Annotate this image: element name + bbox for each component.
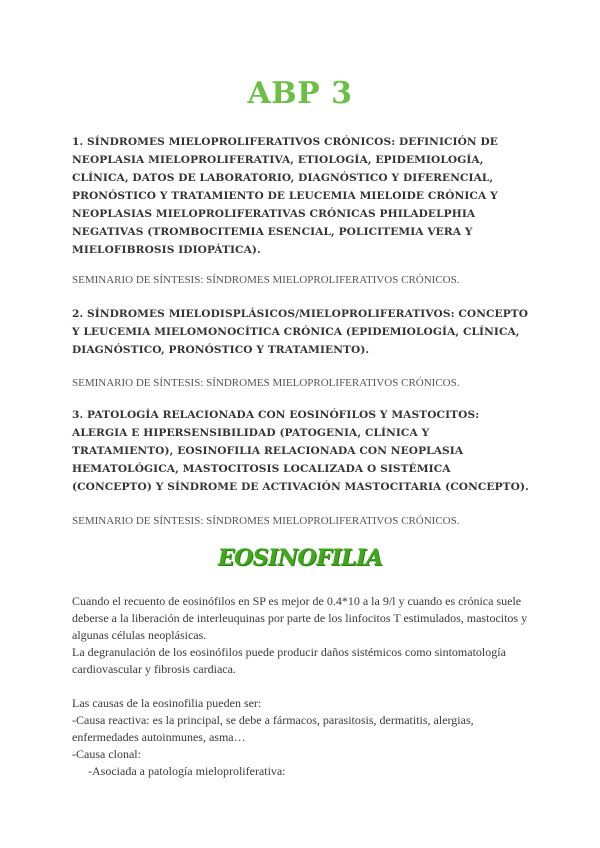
section-2-heading: 2. SÍNDROMES MIELODISPLÁSICOS/MIELOPROLIFERATIVOS: CONCEPTO Y LEUCEMIA MIELOMONOCÍTICA CRÓNICA (EPIDEMIOLOGÍA, CLÍNICA, DIAGNÓSTICO, PRONÓSTICO Y TRATAMIENTO). (72, 308, 529, 356)
section-3-seminar: SEMINARIO DE SÍNTESIS: SÍNDROMES MIELOPROLIFERATIVOS CRÓNICOS. (72, 515, 460, 527)
document-title: ABP 3 (247, 76, 353, 111)
cause-reactive: -Causa reactiva: es la principal, se debe a fármacos, parasitosis, dermatitis, alergias, enfermedades autoinmunes, asma… (72, 713, 474, 744)
section-1-seminar: SEMINARIO DE SÍNTESIS: SÍNDROMES MIELOPROLIFERATIVOS CRÓNICOS. (72, 274, 460, 286)
cause-clonal-sub: -Asociada a patología mieloproliferativa: (88, 764, 286, 778)
section-1-heading: 1. SÍNDROMES MIELOPROLIFERATIVOS CRÓNICOS: DEFINICIÓN DE NEOPLASIA MIELOPROLIFERATIVA, ETIOLOGÍA, EPIDEMIOLOGÍA, CLÍNICA, DATOS DE LABORATORIO, DIAGNÓSTICO Y DIFERENCIAL, PRONÓSTICO Y TRATAMIENTO DE LEUCEMIA MIELOIDE CRÓNICA Y NEOPLASIAS MIELOPROLIFERATIVAS CRÓNICAS PHILADELPHIA NEGATIVAS (TROMBOCITEMIA ESENCIAL, POLICITEMIA VERA Y MIELOFIBROSIS IDIOPÁTICA). (72, 136, 498, 256)
section-2-seminar: SEMINARIO DE SÍNTESIS: SÍNDROMES MIELOPROLIFERATIVOS CRÓNICOS. (72, 377, 460, 389)
causes-intro: Las causas de la eosinofilia pueden ser: (72, 696, 262, 710)
blank-line (72, 678, 542, 695)
section-3-heading: 3. PATOLOGÍA RELACIONADA CON EOSINÓFILOS Y MASTOCITOS: ALERGIA E HIPERSENSIBILIDAD (PATOGENIA, CLÍNICA Y TRATAMIENTO), EOSINOFILIA RELACIONADA CON NEOPLASIA HEMATOLÓGICA, MASTOCITOSIS LOCALIZADA O SISTÉMICA (CONCEPTO) Y SÍNDROME DE ACTIVACIÓN MASTOCITARIA (CONCEPTO). (72, 409, 529, 493)
eosinofilia-heading: EOSINOFILIA (217, 545, 383, 571)
paragraph-degranulation: La degranulación de los eosinófilos puede producir daños sistémicos como sintomatología cardiovascular y fibrosis cardiaca. (72, 645, 506, 676)
paragraph-definition: Cuando el recuento de eosinófilos en SP es mejor de 0.4*10 a la 9/l y cuando es crónica suele deberse a la liberación de interleuquinas por parte de los linfocitos T estimulados, mastocitos y algunas células neoplásicas. (72, 594, 528, 642)
cause-clonal: -Causa clonal: (72, 747, 141, 761)
eosinofilia-body (72, 593, 542, 780)
